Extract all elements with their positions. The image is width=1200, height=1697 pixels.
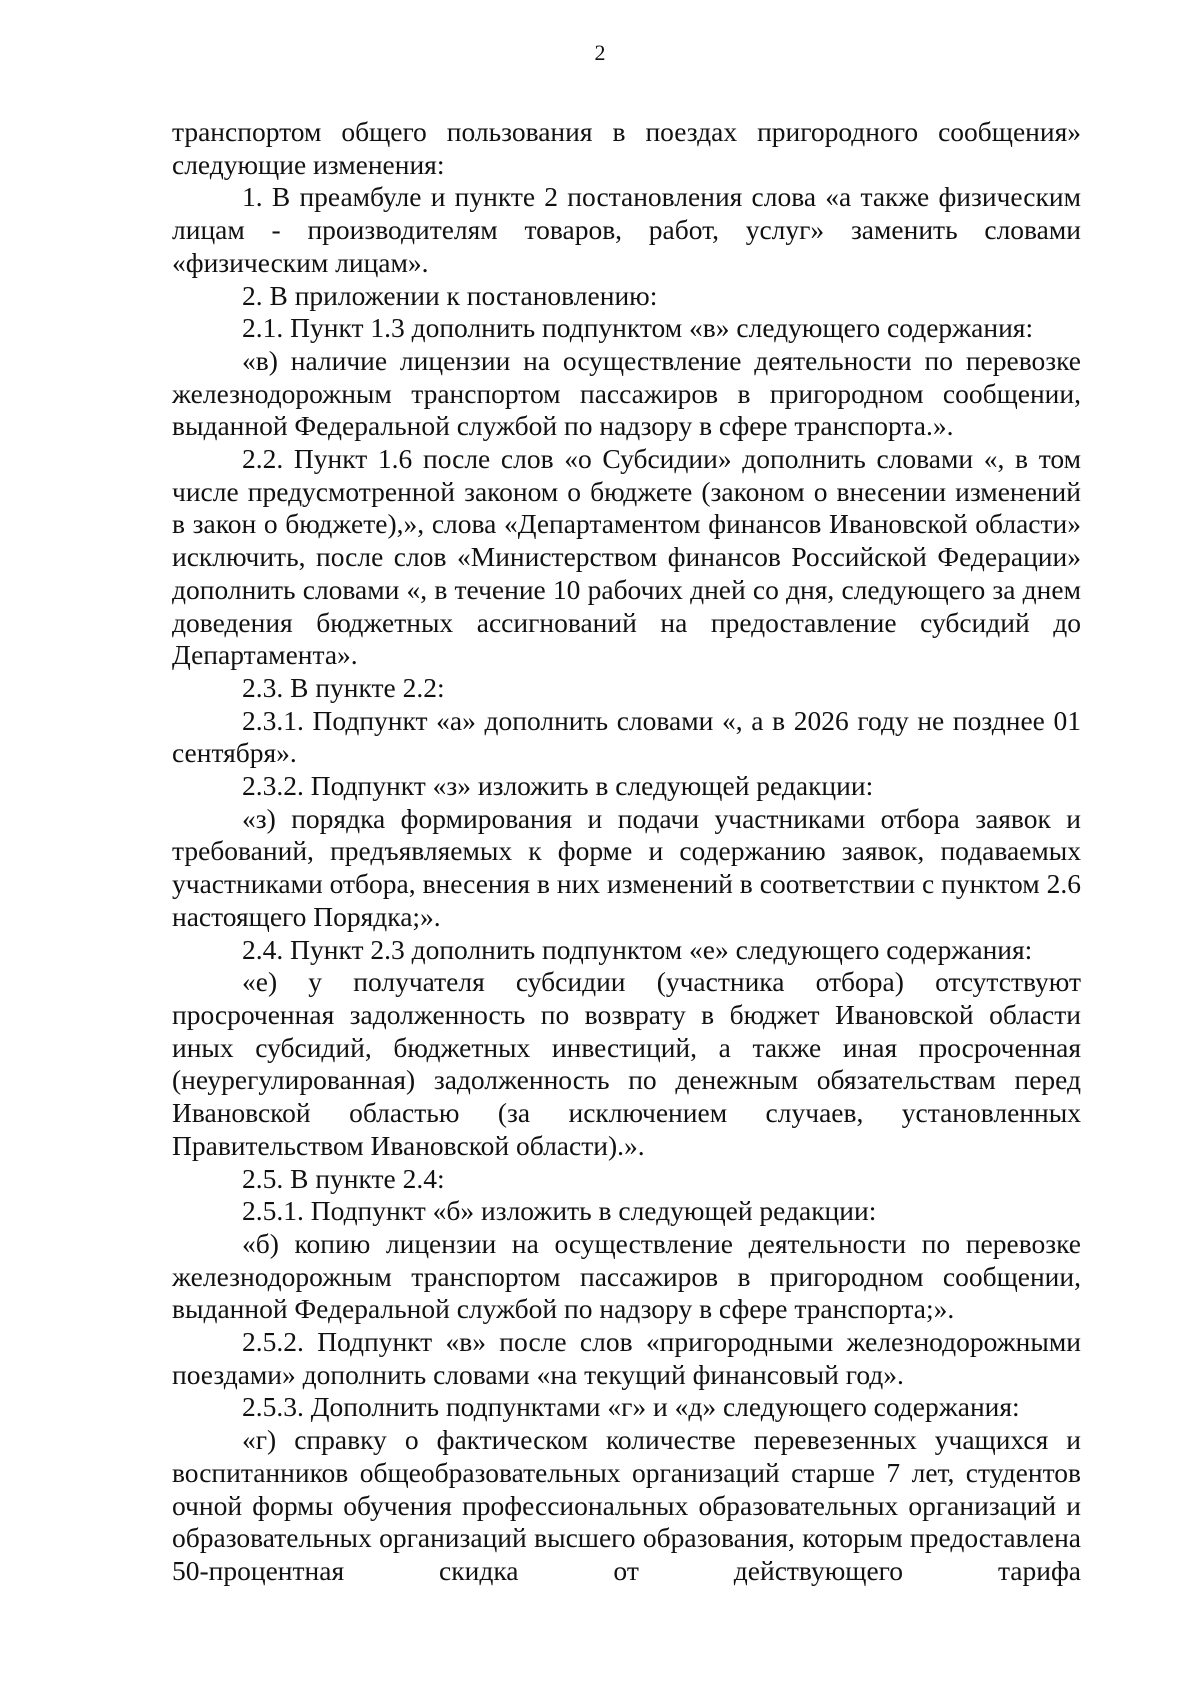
paragraph: 2.1. Пункт 1.3 дополнить подпунктом «в» следующего содержания: xyxy=(242,312,1034,344)
paragraph: 2.5. В пункте 2.4: xyxy=(242,1162,445,1194)
paragraph: 1. В преамбуле и пункте 2 постановления слова «а также физическим лицам - производителям товаров, работ, услуг» заменить словами «физическим лицам». xyxy=(172,181,1081,278)
document-body xyxy=(172,116,1081,1588)
paragraph: 2.2. Пункт 1.6 после слов «о Субсидии» дополнить словами «, в том числе предусмотренной законом о бюджете (законом о внесении изменений в закон о бюджете),», слова «Департаментом финансов Ивановской области» исключить, после слов «Министерством финансов Российской Федерации» дополнить словами «, в течение 10 рабочих дней со дня, следующего за днем доведения бюджетных ассигнований на предоставление субсидий до Департамента». xyxy=(172,443,1081,671)
paragraph: 2. В приложении к постановлению: xyxy=(242,279,658,311)
paragraph: «е) у получателя субсидии (участника отбора) отсутствуют просроченная задолженность по возврату в бюджет Ивановской области иных субсидий, бюджетных инвестиций, а также иная просроченная (неурегулированная) задолженность по денежным обязательствам перед Ивановской областью (за исключением случаев, установленных Правительством Ивановской области).». xyxy=(172,966,1081,1161)
paragraph: 2.5.2. Подпункт «в» после слов «пригородными железнодорожными поездами» дополнить словами «на текущий финансовый год». xyxy=(172,1326,1081,1390)
paragraph: «з) порядка формирования и подачи участниками отбора заявок и требований, предъявляемых к форме и содержанию заявок, подаваемых участниками отбора, внесения в них изменений в соответствии с пунктом 2.6 настоящего Порядка;». xyxy=(172,802,1081,932)
paragraph: «б) копию лицензии на осуществление деятельности по перевозке железнодорожным транспортом пассажиров в пригородном сообщении, выданной Федеральной службой по надзору в сфере транспорта;». xyxy=(172,1227,1081,1325)
paragraph: 2.4. Пункт 2.3 дополнить подпунктом «е» следующего содержания: xyxy=(242,933,1033,965)
paragraph: «г) справку о фактическом количестве перевезенных учащихся и воспитанников общеобразовательных организаций старше 7 лет, студентов очной формы обучения профессиональных образовательных организаций и образовательных организаций высшего образования, которым предоставлена 50-процентная скидка от действующего тарифа xyxy=(172,1424,1081,1586)
page-number: 2 xyxy=(594,40,606,65)
paragraph: 2.3.1. Подпункт «а» дополнить словами «, а в 2026 году не позднее 01 сентября». xyxy=(172,704,1081,769)
paragraph: 2.5.3. Дополнить подпунктами «г» и «д» следующего содержания: xyxy=(242,1391,1020,1423)
paragraph: «в) наличие лицензии на осуществление деятельности по перевозке железнодорожным транспортом пассажиров в пригородном сообщении, выданной Федеральной службой по надзору в сфере транспорта.». xyxy=(172,344,1081,442)
paragraph: транспортом общего пользования в поездах пригородного сообщения» следующие изменения: xyxy=(172,116,1081,180)
paragraph: 2.5.1. Подпункт «б» изложить в следующей редакции: xyxy=(242,1195,877,1227)
paragraph: 2.3.2. Подпункт «з» изложить в следующей редакции: xyxy=(242,770,874,802)
paragraph: 2.3. В пункте 2.2: xyxy=(242,671,445,703)
